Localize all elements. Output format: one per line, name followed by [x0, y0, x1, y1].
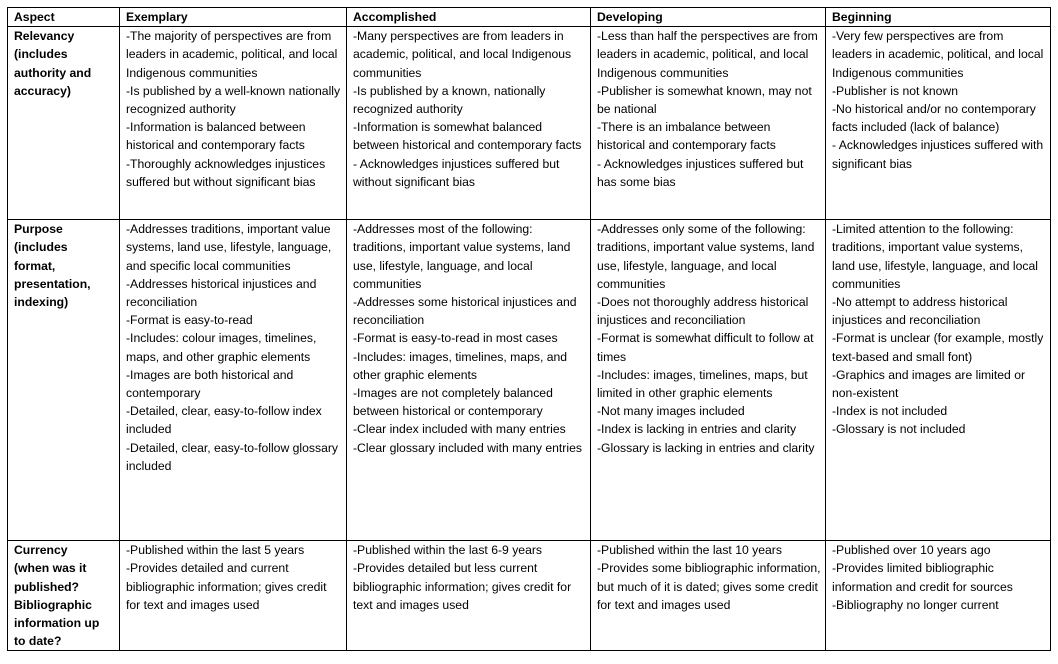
criterion-text: -Addresses most of the following: traditions, important value systems, land use, lifestyle, language, and local communities [353, 222, 571, 291]
criterion-text: -Is published by a known, nationally recognized authority [353, 83, 546, 117]
criterion-text: -Less than half the perspectives are from leaders in academic, political, and local Indigenous communities [597, 29, 818, 80]
aspect-line: (includes [14, 47, 68, 62]
cell-currency-accomplished [347, 541, 591, 651]
criterion-text: -Includes: colour images, timelines, maps, and other graphic elements [126, 331, 317, 364]
header-beginning: Beginning [826, 8, 1051, 27]
criterion-text: -Includes: images, timelines, maps, but limited in other graphic elements [597, 367, 808, 401]
header-accomplished: Accomplished [347, 8, 591, 27]
criterion-text: -Provides detailed but less current bibliographic information; gives credit for text and images used [353, 561, 572, 612]
criterion-text: -Published over 10 years ago [832, 543, 991, 558]
rubric-table [7, 7, 1051, 651]
header-row [8, 8, 1051, 27]
criterion-text: -Thoroughly acknowledges injustices suffered but without significant bias [126, 156, 326, 189]
criterion-text: -Is published by a well-known nationally recognized authority [126, 83, 341, 117]
cell-relevancy-exemplary [120, 27, 347, 220]
criterion-text: -Publisher is somewhat known, may not be national [597, 83, 812, 117]
criterion-text: -Addresses traditions, important value systems, land use, lifestyle, language, and specific local communities [126, 222, 332, 273]
criterion-text: -Includes: images, timelines, maps, and other graphic elements [353, 349, 568, 382]
cell-purpose-developing [591, 220, 826, 541]
criterion-text: -Provides some bibliographic information, but much of it is dated; gives some credit for text and images used [597, 561, 821, 612]
cell-purpose-beginning [826, 220, 1051, 541]
criterion-text: -Format is unclear (for example, mostly text-based and small font) [832, 331, 1044, 364]
criterion-text: -Images are not completely balanced between historical or contemporary [353, 386, 553, 419]
aspect-line: (includes [14, 240, 68, 255]
header-aspect: Aspect [8, 8, 120, 27]
criterion-text: -Glossary is lacking in entries and clarity [597, 440, 815, 455]
aspect-line: format, [14, 258, 56, 273]
cell-currency-beginning [826, 541, 1051, 651]
criterion-text: -Graphics and images are limited or non-existent [832, 367, 1026, 401]
aspect-line: presentation, [14, 276, 91, 291]
cell-relevancy-accomplished [347, 27, 591, 220]
cell-currency-developing [591, 541, 826, 651]
cell-purpose-accomplished [347, 220, 591, 541]
aspect-line: Purpose [14, 222, 63, 237]
criterion-text: -Glossary is not included [832, 422, 966, 437]
criterion-text: -The majority of perspectives are from leaders in academic, political, and local Indigenous communities [126, 29, 338, 80]
criterion-text: -Publisher is not known [832, 83, 958, 98]
criterion-text: -Format is somewhat difficult to follow at times [597, 331, 814, 364]
criterion-text: -Not many images included [597, 404, 745, 419]
criterion-text: -Index is not included [832, 404, 948, 419]
criterion-text: -Addresses historical injustices and reconciliation [126, 276, 317, 310]
aspect-line: information up [14, 616, 100, 631]
criterion-text: -There is an imbalance between historical and contemporary facts [597, 120, 776, 153]
aspect-line: authority and [14, 65, 92, 80]
aspect-line: Relevancy [14, 29, 75, 44]
row-relevancy [8, 27, 1051, 220]
criterion-text: -No historical and/or no contemporary facts included (lack of balance) [832, 102, 1036, 135]
aspect-line: (when was it [14, 561, 87, 576]
aspect-cell-purpose [8, 220, 120, 541]
criterion-text: -Addresses only some of the following: traditions, important value systems, land use, lifestyle, language, and local communities [597, 222, 815, 291]
criterion-text: -Very few perspectives are from leaders in academic, political, and local Indigenous communities [832, 29, 1044, 80]
criterion-text: - Acknowledges injustices suffered with significant bias [832, 138, 1044, 171]
criterion-text: -Information is balanced between historical and contemporary facts [126, 120, 306, 153]
row-currency [8, 541, 1051, 651]
criterion-text: -No attempt to address historical injustices and reconciliation [832, 295, 1008, 328]
criterion-text: -Published within the last 6-9 years [353, 543, 543, 558]
criterion-text: -Clear index included with many entries [353, 422, 566, 437]
criterion-text: -Addresses some historical injustices and reconciliation [353, 295, 577, 328]
criterion-text: -Provides detailed and current bibliographic information; gives credit for text and images used [126, 561, 327, 612]
cell-purpose-exemplary [120, 220, 347, 541]
criterion-text: -Detailed, clear, easy-to-follow glossary included [126, 440, 339, 473]
criterion-text: -Does not thoroughly address historical injustices and reconciliation [597, 295, 809, 328]
criterion-text: -Many perspectives are from leaders in academic, political, and local Indigenous communities [353, 29, 572, 80]
aspect-line: accuracy) [14, 83, 71, 98]
aspect-cell-relevancy [8, 27, 120, 220]
aspect-cell-currency [8, 541, 120, 651]
header-developing: Developing [591, 8, 826, 27]
criterion-text: -Detailed, clear, easy-to-follow index included [126, 404, 322, 437]
cell-currency-exemplary [120, 541, 347, 651]
aspect-line: published? [14, 579, 79, 594]
criterion-text: -Index is lacking in entries and clarity [597, 422, 797, 437]
aspect-line: Currency [14, 543, 68, 558]
criterion-text: -Format is easy-to-read [126, 313, 253, 328]
criterion-text: -Limited attention to the following: traditions, important value systems, land use, lifestyle, language, and local communities [832, 222, 1038, 291]
aspect-line: Bibliographic [14, 597, 92, 612]
criterion-text: -Information is somewhat balanced between historical and contemporary facts [353, 120, 582, 153]
criterion-text: - Acknowledges injustices suffered but has some bias [597, 156, 804, 189]
criterion-text: -Bibliography no longer current [832, 597, 999, 612]
criterion-text: -Published within the last 10 years [597, 543, 782, 558]
criterion-text: -Clear glossary included with many entries [353, 440, 582, 455]
criterion-text: -Images are both historical and contemporary [126, 367, 294, 401]
criterion-text: - Acknowledges injustices suffered but without significant bias [353, 156, 560, 189]
row-purpose [8, 220, 1051, 541]
aspect-line: to date? [14, 634, 62, 649]
header-exemplary: Exemplary [120, 8, 347, 27]
criterion-text: -Published within the last 5 years [126, 543, 305, 558]
criterion-text: -Format is easy-to-read in most cases [353, 331, 558, 346]
criterion-text: -Provides limited bibliographic information and credit for sources [832, 561, 1013, 594]
aspect-line: indexing) [14, 295, 69, 310]
cell-relevancy-beginning [826, 27, 1051, 220]
cell-relevancy-developing [591, 27, 826, 220]
